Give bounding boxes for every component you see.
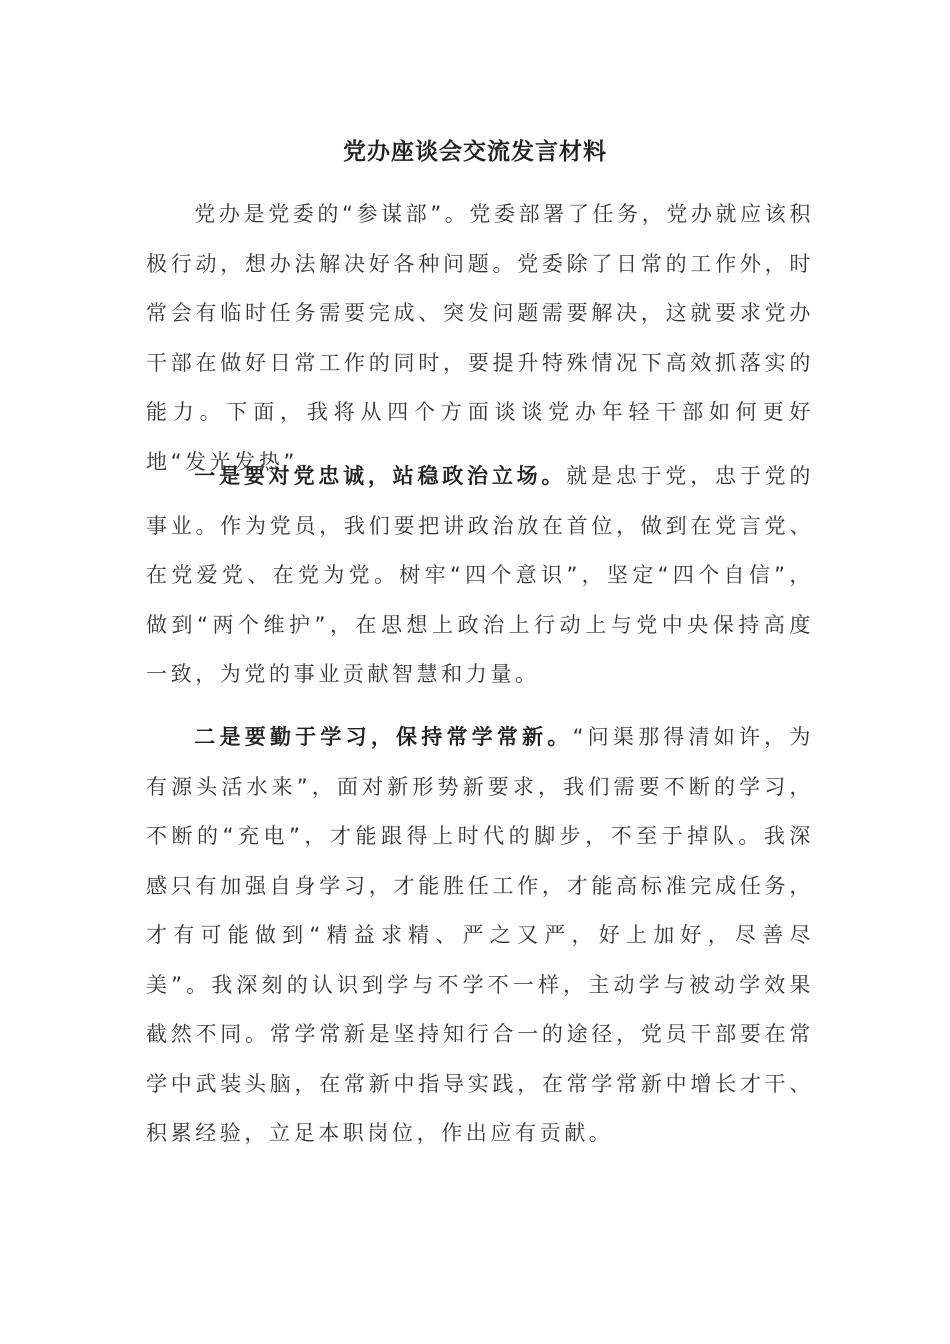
paragraph-loyalty-lead: 一是要对党忠诚，站稳政治立场。 <box>194 464 567 488</box>
paragraph-learning <box>146 713 814 1159</box>
paragraph-loyalty-text: 就是忠于党，忠于党的事业。作为党员，我们要把讲政治放在首位，做到在党言党、在党爱党、在党为党。树牢“四个意识”，坚定“四个自信”，做到“两个维护”，在思想上政治上行动上与党中央保持高度一致，为党的事业贡献智慧和力量。 <box>146 464 815 686</box>
paragraph-loyalty <box>146 452 814 700</box>
paragraph-intro-text: 党办是党委的“参谋部”。党委部署了任务，党办就应该积极行动，想办法解决好各种问题。党委除了日常的工作外，时常会有临时任务需要完成、突发问题需要解决，这就要求党办干部在做好日常工作的同时，要提升特殊情况下高效抓落实的能力。下面，我将从四个方面谈谈党办年轻干部如何更好地“发光发热”。 <box>146 202 814 474</box>
document-title: 党办座谈会交流发言材料 <box>343 139 607 165</box>
paragraph-intro <box>146 190 814 487</box>
paragraph-learning-text: “问渠那得清如许，为有源头活水来”，面对新形势新要求，我们需要不断的学习，不断的“充电”，才能跟得上时代的脚步，不至于掉队。我深感只有加强自身学习，才能胜任工作，才能高标准完成任务，才有可能做到“精益求精、严之又严，好上加好，尽善尽美”。我深刻的认识到学与不学不一样，主动学与被动学效果截然不同。常学常新是坚持知行合一的途径，党员干部要在常学中武装头脑，在常新中指导实践，在常学常新中增长才干、积累经验，立足本职岗位，作出应有贡献。 <box>146 725 814 1145</box>
paragraph-learning-lead: 二是要勤于学习，保持常学常新。 <box>194 725 573 749</box>
